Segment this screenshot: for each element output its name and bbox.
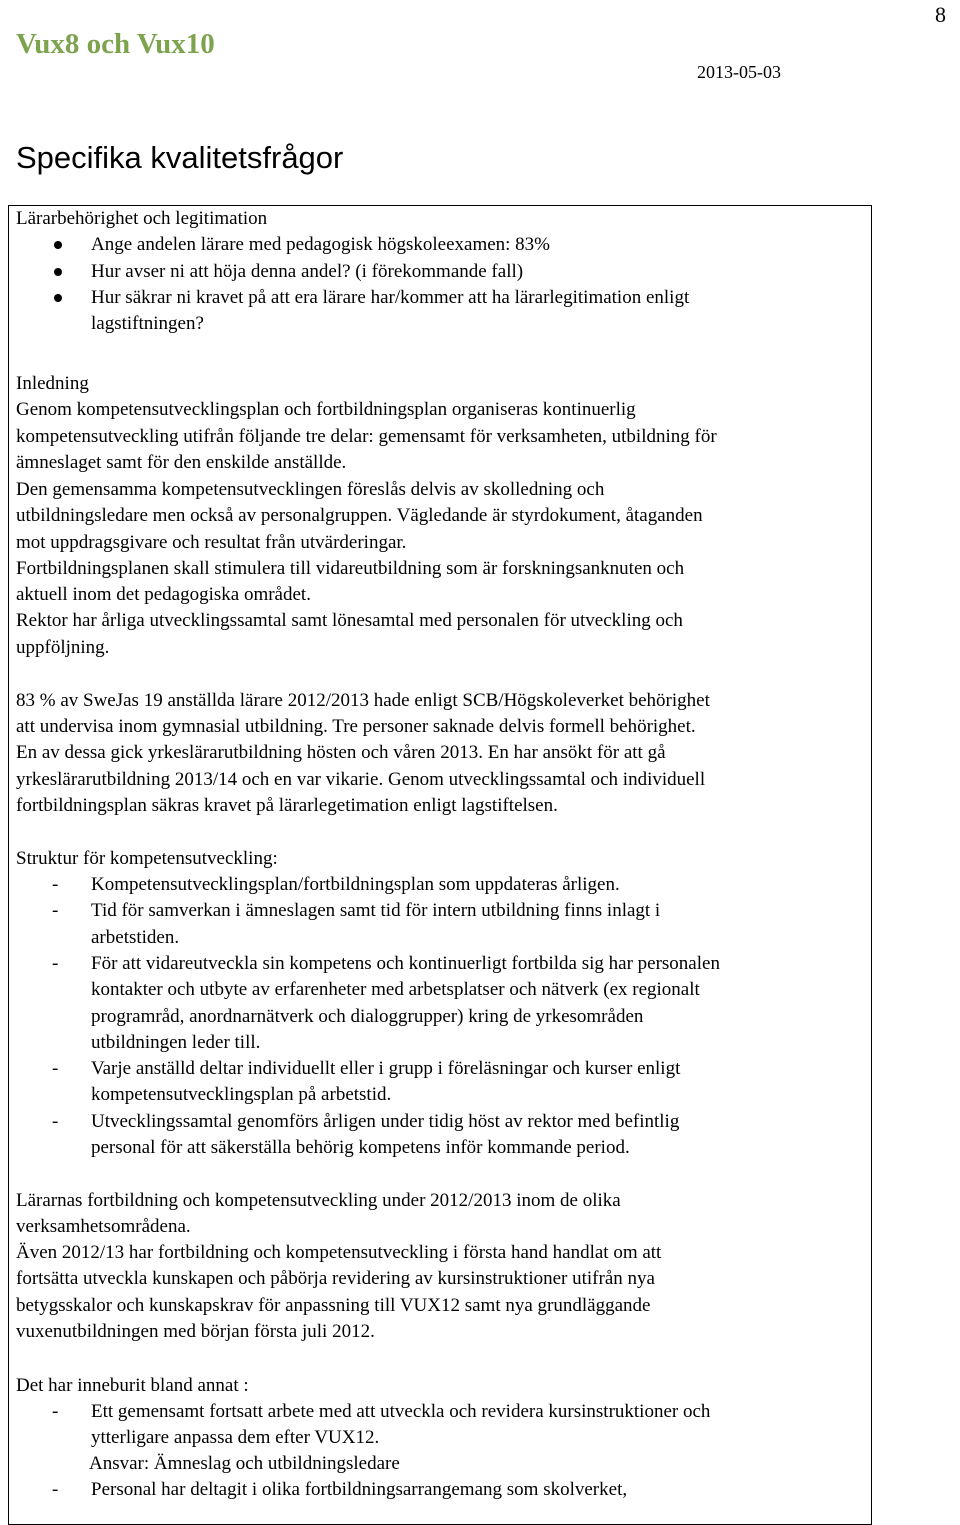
inledning-line: Fortbildningsplanen skall stimulera till vidareutbildning som är forskningsanknuten och xyxy=(16,558,685,579)
stats-line: En av dessa gick yrkeslärarutbildning hösten och våren 2013. En har ansökt för att gå xyxy=(16,742,666,763)
inledning-line: utbildningsledare men också av personalgruppen. Vägledande är styrdokument, åtaganden xyxy=(16,505,703,526)
fortbildning-line: fortsätta utveckla kunskapen och påbörja revidering av kursinstruktioner utifrån nya xyxy=(16,1268,655,1289)
ansvar-line: Ansvar: Ämneslag och utbildningsledare xyxy=(89,1453,400,1474)
dash-marker: - xyxy=(52,1479,59,1500)
struktur-heading: Struktur för kompetensutveckling: xyxy=(16,848,278,869)
fortbildning-line: vuxenutbildningen med början första juli 2012. xyxy=(16,1321,375,1342)
struktur-item: Kompetensutvecklingsplan/fortbildningsplan som uppdateras årligen. xyxy=(91,874,620,895)
dash-marker: - xyxy=(52,1401,59,1422)
inledning-line: Genom kompetensutvecklingsplan och fortbildningsplan organiseras kontinuerlig xyxy=(16,399,636,420)
page-number: 8 xyxy=(935,2,946,27)
bullet-icon xyxy=(54,241,62,249)
inneburit-heading: Det har inneburit bland annat : xyxy=(16,1375,249,1396)
struktur-item-continued: utbildningen leder till. xyxy=(91,1032,261,1053)
dash-marker: - xyxy=(52,1058,59,1079)
struktur-item-continued: programråd, anordnarnätverk och dialoggrupper) kring de yrkesområden xyxy=(91,1006,644,1027)
struktur-item-continued: arbetstiden. xyxy=(91,927,180,948)
struktur-item-continued: kontakter och utbyte av erfarenheter med arbetsplatser och nätverk (ex regionalt xyxy=(91,979,700,1000)
struktur-item: Utvecklingssamtal genomförs årligen under tidig höst av rektor med befintlig xyxy=(91,1111,680,1132)
dash-marker: - xyxy=(52,874,59,895)
fortbildning-line: verksamhetsområdena. xyxy=(16,1216,191,1237)
stats-line: yrkeslärarutbildning 2013/14 och en var vikarie. Genom utvecklingssamtal och individuell xyxy=(16,769,706,790)
document-title: Vux8 och Vux10 xyxy=(16,28,215,60)
inneburit-item-continued: ytterligare anpassa dem efter VUX12. xyxy=(91,1427,380,1448)
inledning-line: ämneslaget samt för den enskilde anställde. xyxy=(16,452,347,473)
inledning-line: kompetensutveckling utifrån följande tre delar: gemensamt för verksamheten, utbildning för xyxy=(16,426,717,447)
inledning-heading: Inledning xyxy=(16,373,89,394)
fortbildning-line: betygsskalor och kunskapskrav för anpassning till VUX12 samt nya grundläggande xyxy=(16,1295,651,1316)
fortbildning-line: Lärarnas fortbildning och kompetensutveckling under 2012/2013 inom de olika xyxy=(16,1190,621,1211)
dash-marker: - xyxy=(52,953,59,974)
struktur-item: Varje anställd deltar individuellt eller i grupp i föreläsningar och kurser enligt xyxy=(91,1058,681,1079)
dash-marker: - xyxy=(52,1111,59,1132)
bullet-item: Hur avser ni att höja denna andel? (i förekommande fall) xyxy=(91,261,524,282)
dash-marker: - xyxy=(52,900,59,921)
inneburit-item: Personal har deltagit i olika fortbildningsarrangemang som skolverket, xyxy=(91,1479,628,1500)
struktur-item-continued: kompetensutvecklingsplan på arbetstid. xyxy=(91,1084,392,1105)
inneburit-item: Ett gemensamt fortsatt arbete med att utveckla och revidera kursinstruktioner och xyxy=(91,1401,711,1422)
struktur-item: Tid för samverkan i ämneslagen samt tid för intern utbildning finns inlagt i xyxy=(91,900,661,921)
section-heading: Specifika kvalitetsfrågor xyxy=(16,140,344,175)
fortbildning-line: Även 2012/13 har fortbildning och kompetensutveckling i första hand handlat om att xyxy=(16,1242,662,1263)
inledning-line: uppföljning. xyxy=(16,637,110,658)
stats-line: fortbildningsplan säkras kravet på lärarlegetimation enligt lagstiftelsen. xyxy=(16,795,558,816)
struktur-item: För att vidareutveckla sin kompetens och kontinuerligt fortbilda sig har personalen xyxy=(91,953,720,974)
inledning-line: mot uppdragsgivare och resultat från utvärderingar. xyxy=(16,532,407,553)
bullet-icon xyxy=(54,268,62,276)
inledning-line: Den gemensamma kompetensutvecklingen föreslås delvis av skolledning och xyxy=(16,479,605,500)
bullet-item: Hur säkrar ni kravet på att era lärare har/kommer att ha lärarlegitimation enligt xyxy=(91,287,690,308)
stats-line: att undervisa inom gymnasial utbildning. Tre personer saknade delvis formell behörighet. xyxy=(16,716,696,737)
bullet-icon xyxy=(54,294,62,302)
bullet-item: Ange andelen lärare med pedagogisk högskoleexamen: 83% xyxy=(91,234,551,255)
document-date: 2013-05-03 xyxy=(697,62,781,82)
stats-line: 83 % av SweJas 19 anställda lärare 2012/2013 hade enligt SCB/Högskoleverket behörighet xyxy=(16,690,710,711)
box-heading: Lärarbehörighet och legitimation xyxy=(16,208,268,229)
struktur-item-continued: personal för att säkerställa behörig kompetens inför kommande period. xyxy=(91,1137,630,1158)
bullet-item-continued: lagstiftningen? xyxy=(91,313,204,334)
inledning-line: aktuell inom det pedagogiska området. xyxy=(16,584,311,605)
inledning-line: Rektor har årliga utvecklingssamtal samt lönesamtal med personalen för utveckling och xyxy=(16,610,683,631)
